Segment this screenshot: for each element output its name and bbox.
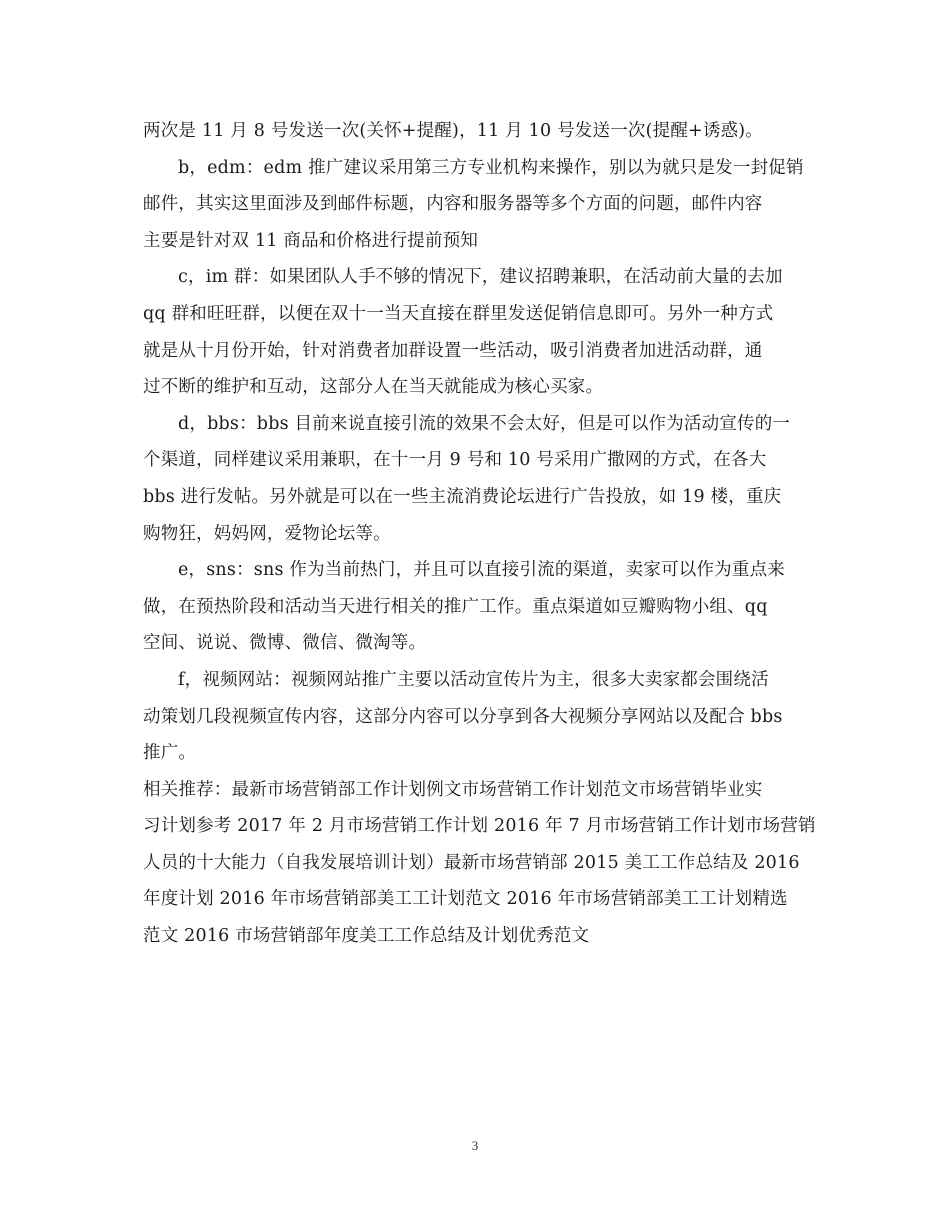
- paragraph-e-line-2: 做，在预热阶段和活动当天进行相关的推广工作。重点渠道如豆瓣购物小组、qq: [143, 596, 768, 617]
- paragraph-b-line-1: b，edm：edm 推广建议采用第三方专业机构来操作，别以为就只是发一封促销: [178, 157, 804, 178]
- paragraph-f-line-1: f，视频网站：视频网站推广主要以活动宣传片为主，很多大卖家都会围绕活: [178, 669, 769, 690]
- paragraph-e-line-1: e，sns：sns 作为当前热门，并且可以直接引流的渠道，卖家可以作为重点来: [178, 560, 785, 581]
- related-recommendations-line-2: 习计划参考 2017 年 2 月市场营销工作计划 2016 年 7 月市场营销工作计划市场营销: [143, 816, 816, 837]
- paragraph-c-line-3: 就是从十月份开始，针对消费者加群设置一些活动，吸引消费者加进活动群，通: [143, 340, 763, 361]
- related-recommendations-line-3: 人员的十大能力（自我发展培训计划）最新市场营销部 2015 美工工作总结及 2016: [143, 852, 800, 873]
- paragraph-d-line-4: 购物狂，妈妈网，爱物论坛等。: [143, 523, 391, 544]
- paragraph-b-line-3: 主要是针对双 11 商品和价格进行提前预知: [143, 230, 479, 251]
- related-recommendations-line-1: 相关推荐：最新市场营销部工作计划例文市场营销工作计划范文市场营销毕业实: [143, 779, 763, 800]
- paragraph-e-line-3: 空间、说说、微博、微信、微淘等。: [143, 633, 427, 654]
- paragraph-d-line-1: d，bbs：bbs 目前来说直接引流的效果不会太好，但是可以作为活动宣传的一: [178, 413, 791, 434]
- paragraph-f-line-3: 推广。: [143, 743, 197, 764]
- paragraph-f-line-2: 动策划几段视频宣传内容，这部分内容可以分享到各大视频分享网站以及配合 bbs: [143, 706, 783, 727]
- text-line-1: 两次是 11 月 8 号发送一次(关怀+提醒)，11 月 10 号发送一次(提醒+诱惑)。: [143, 121, 764, 141]
- paragraph-c-line-4: 过不断的维护和互动，这部分人在当天就能成为核心买家。: [143, 377, 604, 398]
- paragraph-c-line-1: c，im 群：如果团队人手不够的情况下，建议招聘兼职，在活动前大量的去加: [178, 267, 783, 288]
- related-recommendations-line-5: 范文 2016 市场营销部年度美工工作总结及计划优秀范文: [143, 926, 590, 947]
- paragraph-c-line-2: qq 群和旺旺群，以便在双十一当天直接在群里发送促销信息即可。另外一种方式: [143, 303, 774, 324]
- paragraph-b-line-2: 邮件，其实这里面涉及到邮件标题，内容和服务器等多个方面的问题，邮件内容: [143, 194, 763, 215]
- document-body: [143, 113, 816, 955]
- paragraph-d-line-3: bbs 进行发帖。另外就是可以在一些主流消费论坛进行广告投放，如 19 楼，重庆: [143, 486, 782, 507]
- related-recommendations-line-4: 年度计划 2016 年市场营销部美工工计划范文 2016 年市场营销部美工工计划精选: [143, 889, 788, 910]
- paragraph-d-line-2: 个渠道，同样建议采用兼职，在十一月 9 号和 10 号采用广撒网的方式，在各大: [143, 450, 767, 471]
- page-number: 3: [471, 1138, 479, 1153]
